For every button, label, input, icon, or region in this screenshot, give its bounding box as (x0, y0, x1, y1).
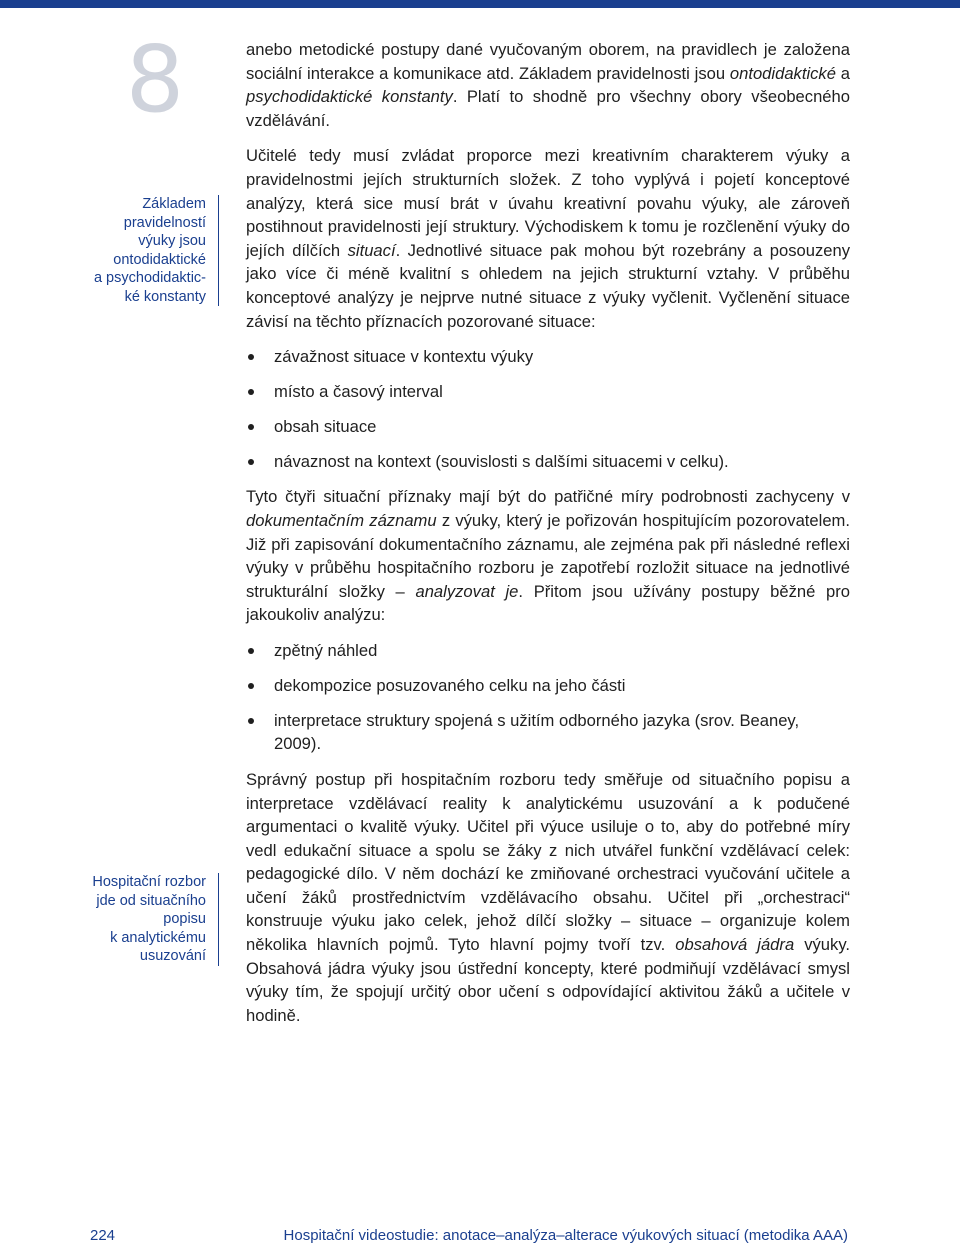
margin-note-line: ké konstanty (124, 288, 206, 305)
paragraph-4 (246, 768, 850, 1028)
list-item: obsah situace (246, 415, 850, 439)
emphasis-term: obsahová jádra (675, 935, 795, 955)
emphasis-term: situací (347, 240, 396, 260)
paragraph-2 (246, 144, 850, 333)
emphasis-term: dokumentačním záznamu (246, 510, 437, 530)
page-number: 224 (90, 1227, 116, 1244)
margin-note-line: ontodidaktické (113, 251, 206, 268)
emphasis-term: ontodidaktické (729, 63, 836, 83)
analysis-procedures-list (246, 639, 850, 756)
text-run: Tyto čtyři situační příznaky mají být do patřičné míry podrobnosti zachyceny v (246, 487, 850, 507)
margin-note-line: k analytickému (110, 929, 206, 946)
margin-note-line: Základem (142, 196, 206, 212)
text-run: anebo metodické postupy dané vyučovaným oborem, na pravidlech je založena sociální interakce a komunikace atd. Základem pravidelnosti jsou (246, 40, 850, 83)
situation-features-list (246, 345, 850, 473)
list-item: návaznost na kontext (souvislosti s dalšími situacemi v celku). (246, 450, 850, 474)
list-item: interpretace struktury spojená s užitím odborného jazyka (srov. Beaney, 2009). (246, 709, 850, 756)
text-run: výuky. Obsahová jádra výuky jsou ústřední koncepty, které podmiňují vzdělávací smysl výuky tím, že spojují určitý obor učení s odpovídající aktivitou žáků a učitele v hodině. (246, 935, 851, 1025)
margin-note-line: Hospitační rozbor (92, 874, 206, 890)
text-run: . Přitom jsou užívány postupy běžné pro jakoukoliv analýzu: (246, 581, 851, 625)
text-run: . Platí to shodně pro všechny obory všeobecného vzdělávání. (246, 87, 850, 130)
list-item: závažnost situace v kontextu výuky (246, 345, 850, 369)
margin-note-analysis (60, 873, 219, 966)
list-item: dekompozice posuzovaného celku na jeho části (246, 674, 850, 698)
emphasis-term: psychodidaktické konstanty (246, 87, 453, 107)
running-footer-title: Hospitační videostudie: anotace–analýza–alterace výukových situací (metodika AAA) (283, 1227, 848, 1244)
margin-note-constants (60, 195, 219, 306)
margin-note-line: jde od situačního (96, 892, 206, 909)
text-run: Správný postup při hospitačním rozboru tedy směřuje od situačního popisu a interpretace vzdělávací reality k analytickému usuzování a k podučené argumentaci o kvalitě výuky. Učitel při výuce usiluje o to, aby do potřebné míry vedl edukační situace a spolu se žáky z nich utvářel funkční vzdělávací celek: pedagogické dílo. V něm dochází ke zmiňované orchestraci vyučování učitele a učení žáků prostřednictvím vzdělávacího obsahu. Učitel při „orchestraci“ konstruuje výuku jako celek, jehož dílčí složky – situace – organizuje kolem několika hlavních pojmů. Tyto hlavní pojmy tvoří tzv. (246, 769, 850, 955)
text-run: Učitelé tedy musí zvládat proporce mezi kreativním charakterem výuky a pravidelnostmi jejích strukturních složek. Z toho vyplývá i pojetí konceptové analýzy, která sice musí brát v úvahu kreativní povahu výuky, ale zároveň postihnout pravidelnosti její struktury. Východiskem k tomu je rozčlenění výuky do jejích dílčích (246, 146, 850, 260)
margin-note-line: pravidelností (123, 214, 206, 231)
margin-note-line: usuzování (139, 948, 206, 964)
margin-note-line: a psychodidaktic- (93, 270, 206, 286)
margin-note-line: popisu (163, 911, 206, 927)
chapter-number: 8 (125, 26, 185, 133)
paragraph-1 (246, 38, 850, 132)
list-item: zpětný náhled (246, 639, 850, 663)
emphasis-term: analyzovat je (415, 581, 519, 601)
top-accent-bar (0, 0, 960, 8)
text-run: z výuky, který je pořizován hospitujícím pozorovatelem. Již při zapisování dokumentačního záznamu, ale zejména pak při následné reflexi výuky v průběhu hospitačního rozboru je zapotřebí rozložit situace na jednotlivé strukturální složky – (246, 510, 850, 601)
main-text (246, 38, 850, 1027)
text-run: a (835, 63, 850, 83)
margin-note-line: výuky jsou (138, 233, 206, 249)
list-item: místo a časový interval (246, 380, 850, 404)
text-run: . Jednotlivé situace pak mohou být rozebrány a posouzeny jako více či méně kvalitní s ohledem na jejich strukturní vztahy. V průběhu konceptové analýzy je nejprve nutné situace z výuky vyčlenit. Vyčlenění situace závisí na těchto příznacích pozorované situace: (246, 240, 850, 331)
paragraph-3 (246, 485, 850, 627)
